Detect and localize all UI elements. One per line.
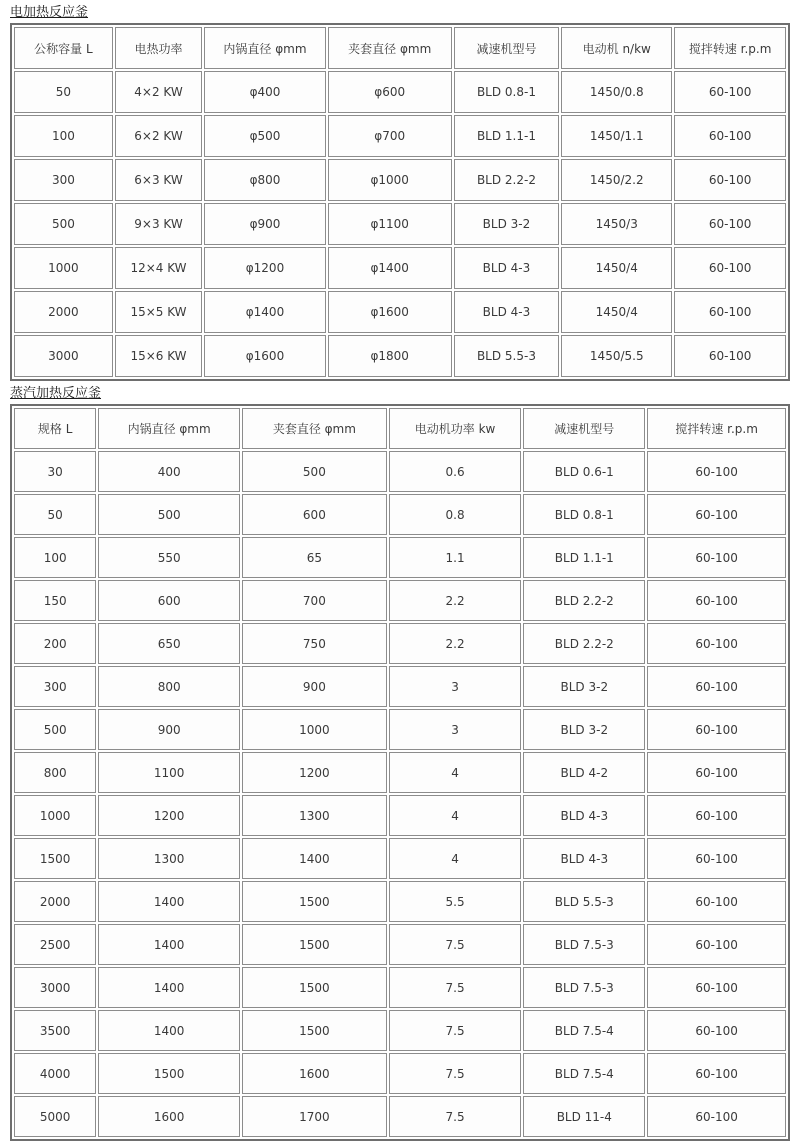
electric-heating-section (10, 5, 790, 381)
table-row (14, 623, 786, 664)
data-cell: BLD 3-2 (523, 666, 645, 707)
header-cell: 内锅直径 φmm (98, 408, 240, 449)
data-cell: 800 (14, 752, 96, 793)
header-cell: 减速机型号 (523, 408, 645, 449)
data-cell: 9×3 KW (115, 203, 202, 245)
data-cell: BLD 4-3 (523, 838, 645, 879)
data-cell: BLD 1.1-1 (454, 115, 560, 157)
data-cell: 15×5 KW (115, 291, 202, 333)
data-cell: BLD 11-4 (523, 1096, 645, 1137)
data-cell: 1000 (242, 709, 387, 750)
table-row (14, 1096, 786, 1137)
table-row (14, 709, 786, 750)
table-row (14, 1053, 786, 1094)
table-row (14, 752, 786, 793)
header-cell: 夹套直径 φmm (328, 27, 452, 69)
data-cell: 60-100 (647, 795, 786, 836)
data-cell: 7.5 (389, 1010, 522, 1051)
header-row (14, 27, 786, 69)
data-cell: 60-100 (647, 881, 786, 922)
data-cell: 60-100 (647, 709, 786, 750)
data-cell: 1100 (98, 752, 240, 793)
data-cell: 600 (98, 580, 240, 621)
data-cell: BLD 4-3 (454, 291, 560, 333)
data-cell: 1450/5.5 (561, 335, 672, 377)
data-cell: 3500 (14, 1010, 96, 1051)
data-cell: 1600 (242, 1053, 387, 1094)
table-row (14, 291, 786, 333)
header-cell: 电动机功率 kw (389, 408, 522, 449)
data-cell: 900 (98, 709, 240, 750)
data-cell: 750 (242, 623, 387, 664)
data-cell: 1300 (242, 795, 387, 836)
data-cell: φ1100 (328, 203, 452, 245)
header-cell: 电动机 n/kw (561, 27, 672, 69)
table-row (14, 580, 786, 621)
table-row (14, 795, 786, 836)
data-cell: 60-100 (647, 1053, 786, 1094)
data-cell: 60-100 (647, 1010, 786, 1051)
data-cell: 15×6 KW (115, 335, 202, 377)
table-row (14, 71, 786, 113)
data-cell: 4 (389, 838, 522, 879)
data-cell: φ1800 (328, 335, 452, 377)
data-cell: 3 (389, 666, 522, 707)
data-cell: BLD 0.8-1 (523, 494, 645, 535)
electric-heating-table-title: 电加热反应釜 (10, 5, 89, 20)
data-cell: 60-100 (674, 203, 786, 245)
data-cell: 60-100 (647, 967, 786, 1008)
data-cell: 1500 (242, 881, 387, 922)
data-cell: BLD 4-2 (523, 752, 645, 793)
header-cell: 电热功率 (115, 27, 202, 69)
data-cell: 1600 (98, 1096, 240, 1137)
data-cell: 60-100 (674, 247, 786, 289)
data-cell: BLD 7.5-4 (523, 1010, 645, 1051)
data-cell: 0.6 (389, 451, 522, 492)
header-cell: 搅拌转速 r.p.m (647, 408, 786, 449)
data-cell: φ1000 (328, 159, 452, 201)
table-row (14, 494, 786, 535)
data-cell: 60-100 (647, 451, 786, 492)
data-cell: 4×2 KW (115, 71, 202, 113)
data-cell: 500 (242, 451, 387, 492)
data-cell: 60-100 (647, 752, 786, 793)
data-cell: 6×2 KW (115, 115, 202, 157)
data-cell: φ700 (328, 115, 452, 157)
data-cell: 2000 (14, 291, 113, 333)
data-cell: 1700 (242, 1096, 387, 1137)
data-cell: 1450/2.2 (561, 159, 672, 201)
data-cell: BLD 2.2-2 (523, 623, 645, 664)
steam-heating-table-title: 蒸汽加热反应釜 (10, 386, 102, 401)
header-cell: 夹套直径 φmm (242, 408, 387, 449)
steam-heating-section (10, 386, 790, 1141)
data-cell: 1200 (242, 752, 387, 793)
data-cell: 5.5 (389, 881, 522, 922)
data-cell: 1500 (14, 838, 96, 879)
steam-heating-spec-table (10, 404, 790, 1141)
data-cell: 60-100 (647, 666, 786, 707)
data-cell: BLD 7.5-3 (523, 967, 645, 1008)
header-cell: 搅拌转速 r.p.m (674, 27, 786, 69)
data-cell: 600 (242, 494, 387, 535)
header-cell: 减速机型号 (454, 27, 560, 69)
data-cell: 5000 (14, 1096, 96, 1137)
data-cell: 1450/0.8 (561, 71, 672, 113)
data-cell: 100 (14, 537, 96, 578)
data-cell: 550 (98, 537, 240, 578)
data-cell: 60-100 (647, 494, 786, 535)
table-row (14, 115, 786, 157)
data-cell: φ400 (204, 71, 326, 113)
data-cell: 1450/4 (561, 291, 672, 333)
data-cell: 500 (98, 494, 240, 535)
data-cell: 900 (242, 666, 387, 707)
data-cell: 1000 (14, 247, 113, 289)
data-cell: BLD 0.6-1 (523, 451, 645, 492)
data-cell: 650 (98, 623, 240, 664)
data-cell: 30 (14, 451, 96, 492)
data-cell: φ1400 (204, 291, 326, 333)
electric-heating-spec-table (10, 23, 790, 381)
data-cell: φ1600 (204, 335, 326, 377)
table-row (14, 924, 786, 965)
data-cell: 1400 (98, 1010, 240, 1051)
data-cell: BLD 7.5-4 (523, 1053, 645, 1094)
data-cell: BLD 2.2-2 (523, 580, 645, 621)
data-cell: 4 (389, 795, 522, 836)
data-cell: 1400 (242, 838, 387, 879)
data-cell: 60-100 (674, 291, 786, 333)
data-cell: BLD 1.1-1 (523, 537, 645, 578)
data-cell: 7.5 (389, 1053, 522, 1094)
data-cell: 60-100 (647, 537, 786, 578)
table-row (14, 666, 786, 707)
data-cell: φ500 (204, 115, 326, 157)
data-cell: 1400 (98, 881, 240, 922)
data-cell: 1200 (98, 795, 240, 836)
table-row (14, 335, 786, 377)
data-cell: 1.1 (389, 537, 522, 578)
header-cell: 内锅直径 φmm (204, 27, 326, 69)
data-cell: 1300 (98, 838, 240, 879)
table-row (14, 247, 786, 289)
data-cell: 4 (389, 752, 522, 793)
data-cell: 100 (14, 115, 113, 157)
table-row (14, 1010, 786, 1051)
data-cell: 7.5 (389, 924, 522, 965)
data-cell: 60-100 (647, 838, 786, 879)
table-row (14, 838, 786, 879)
data-cell: φ800 (204, 159, 326, 201)
data-cell: φ600 (328, 71, 452, 113)
data-cell: 60-100 (674, 159, 786, 201)
data-cell: 1500 (242, 967, 387, 1008)
table-row (14, 881, 786, 922)
data-cell: 6×3 KW (115, 159, 202, 201)
data-cell: 50 (14, 494, 96, 535)
table-row (14, 451, 786, 492)
data-cell: 7.5 (389, 1096, 522, 1137)
data-cell: 1400 (98, 967, 240, 1008)
header-row (14, 408, 786, 449)
data-cell: φ1400 (328, 247, 452, 289)
data-cell: 800 (98, 666, 240, 707)
data-cell: BLD 3-2 (523, 709, 645, 750)
data-cell: BLD 2.2-2 (454, 159, 560, 201)
data-cell: 700 (242, 580, 387, 621)
data-cell: 2.2 (389, 580, 522, 621)
data-cell: 60-100 (674, 71, 786, 113)
data-cell: BLD 5.5-3 (454, 335, 560, 377)
data-cell: 1500 (242, 924, 387, 965)
data-cell: 1000 (14, 795, 96, 836)
data-cell: 1500 (242, 1010, 387, 1051)
data-cell: 3000 (14, 967, 96, 1008)
data-cell: 500 (14, 709, 96, 750)
data-cell: 50 (14, 71, 113, 113)
data-cell: φ900 (204, 203, 326, 245)
data-cell: 500 (14, 203, 113, 245)
data-cell: 3000 (14, 335, 113, 377)
data-cell: 150 (14, 580, 96, 621)
data-cell: BLD 3-2 (454, 203, 560, 245)
data-cell: φ1600 (328, 291, 452, 333)
header-cell: 规格 L (14, 408, 96, 449)
data-cell: 0.8 (389, 494, 522, 535)
data-cell: 2500 (14, 924, 96, 965)
data-cell: 1400 (98, 924, 240, 965)
data-cell: 60-100 (674, 115, 786, 157)
data-cell: 2.2 (389, 623, 522, 664)
table-row (14, 159, 786, 201)
data-cell: 300 (14, 666, 96, 707)
data-cell: 12×4 KW (115, 247, 202, 289)
data-cell: BLD 5.5-3 (523, 881, 645, 922)
data-cell: 1450/4 (561, 247, 672, 289)
data-cell: 60-100 (647, 580, 786, 621)
table-row (14, 203, 786, 245)
table-row (14, 537, 786, 578)
data-cell: 1450/3 (561, 203, 672, 245)
data-cell: φ1200 (204, 247, 326, 289)
data-cell: 65 (242, 537, 387, 578)
data-cell: 60-100 (674, 335, 786, 377)
table-row (14, 967, 786, 1008)
data-cell: 1450/1.1 (561, 115, 672, 157)
data-cell: 200 (14, 623, 96, 664)
header-cell: 公称容量 L (14, 27, 113, 69)
data-cell: BLD 4-3 (523, 795, 645, 836)
data-cell: 1500 (98, 1053, 240, 1094)
data-cell: BLD 0.8-1 (454, 71, 560, 113)
data-cell: 400 (98, 451, 240, 492)
data-cell: BLD 7.5-3 (523, 924, 645, 965)
data-cell: 60-100 (647, 924, 786, 965)
data-cell: 2000 (14, 881, 96, 922)
data-cell: 60-100 (647, 623, 786, 664)
data-cell: BLD 4-3 (454, 247, 560, 289)
data-cell: 7.5 (389, 967, 522, 1008)
data-cell: 60-100 (647, 1096, 786, 1137)
data-cell: 3 (389, 709, 522, 750)
data-cell: 300 (14, 159, 113, 201)
data-cell: 4000 (14, 1053, 96, 1094)
